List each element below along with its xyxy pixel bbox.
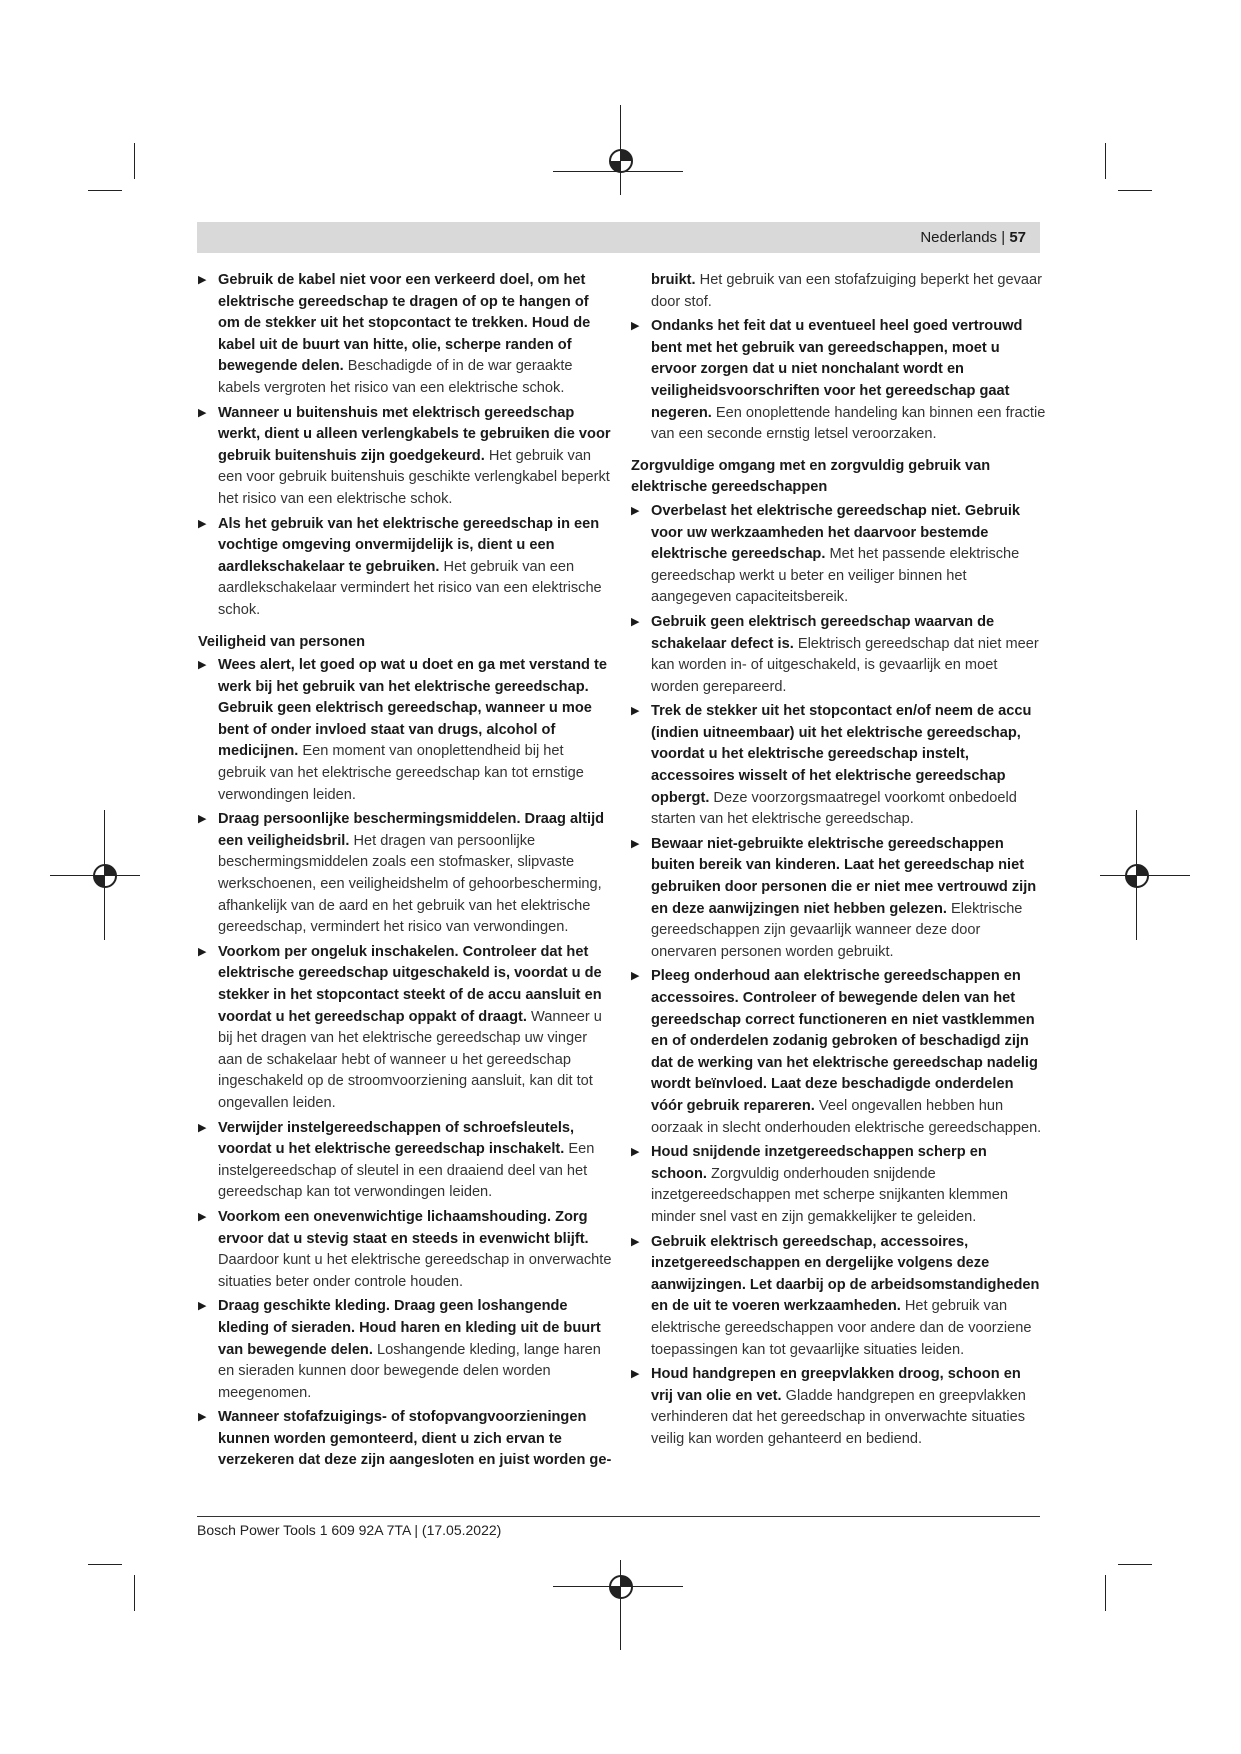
item-bold: Trek de stekker uit het stopcontact en/of neem de accu (indien uitneembaar) uit het elektrische gereedschap, voordat u het elektrische gereedschap instelt, accessoires wisselt of het elektrische gereedschap opbergt. [651, 703, 1032, 806]
crop-mark [1118, 1564, 1152, 1565]
bullet-icon: ▶ [631, 1146, 640, 1159]
item-text: Een onoplettende handeling kan binnen een fractie van een seconde ernstig letsel veroorzaken. [651, 404, 1046, 443]
bullet-icon: ▶ [631, 1368, 640, 1381]
list-item [198, 403, 613, 511]
bullet-icon: ▶ [631, 837, 640, 850]
item-text: Met het passende elektrische gereedschap werkt u beter en veiliger binnen het aangegeven capaciteitsbereik. [651, 546, 1020, 606]
list-item [198, 270, 613, 400]
item-text: Deze voorzorgsmaatregel voorkomt onbedoeld starten van het elektrische gereedschap. [651, 789, 1017, 828]
item-text: Het gebruik van een stofafzuiging beperkt het gevaar door stof. [651, 272, 1043, 310]
page-number: 57 [1009, 229, 1026, 246]
item-text: Daardoor kunt u het elektrische gereedschap in onverwachte situaties beter onder controle houden. [218, 1252, 612, 1290]
item-text: Gladde handgrepen en greepvlakken verhinderen dat het gereedschap in onverwachte situaties veilig kan worden gehanteerd en bediend. [651, 1387, 1026, 1447]
item-text: Beschadigde of in de war geraakte kabels vergroten het risico van een elektrische schok. [218, 358, 573, 396]
item-bold: Als het gebruik van het elektrische gereedschap in een vochtige omgeving onvermijdelijk is, dient u een aardlekschakelaar te gebruiken. [218, 515, 600, 575]
bullet-icon: ▶ [198, 813, 207, 826]
list-item [198, 1207, 613, 1293]
item-text: Het gebruik van een voor gebruik buitenshuis geschikte verlengkabel beperkt het risico van een elektrische schok. [218, 447, 610, 507]
bullet-icon: ▶ [198, 1210, 207, 1223]
list-item [198, 514, 613, 622]
list-item [631, 501, 1046, 609]
list-item [198, 942, 613, 1115]
item-text: Elektrisch gereedschap dat niet meer kan worden in- of uitgeschakeld, is gevaarlijk en moet worden gerepareerd. [651, 635, 1039, 695]
item-bold: Draag geschikte kleding. Draag geen loshangende kleding of sieraden. Houd haren en kleding uit de buurt van bewegende delen. [218, 1298, 601, 1358]
footer-rule [197, 1516, 1040, 1517]
item-text: Het dragen van persoonlijke beschermingsmiddelen zoals een stofmasker, slipvaste werkschoenen, een veiligheidshelm of gehoorbescherming, afhankelijk van de aard en het gebruik van het elektrische gereedschap, vermindert het risico van verwondingen. [218, 832, 602, 936]
item-bold: Voorkom een onevenwichtige lichaamshouding. Zorg ervoor dat u stevig staat en steeds in evenwicht blijft. [218, 1208, 589, 1247]
item-bold: Wanneer stofafzuigings- of stofopvangvoorzieningen kunnen worden gemonteerd, dient u zich ervan te verzekeren dat deze zijn aangesloten en juist worden ge- [218, 1409, 612, 1469]
bullet-icon: ▶ [631, 1235, 640, 1248]
list-item [631, 612, 1046, 698]
item-bold: Voorkom per ongeluk inschakelen. Controleer dat het elektrische gereedschap uitgeschakeld is, voordat u de stekker in het stopcontact steekt of de accu aansluit en voordat u het gereedschap oppakt of draagt. [218, 943, 602, 1025]
item-text: Loshangende kleding, lange haren en sieraden kunnen door bewegende delen worden meegenomen. [218, 1341, 601, 1401]
item-bold: Houd snijdende inzetgereedschappen scherp en schoon. [651, 1144, 987, 1182]
item-bold: Gebruik geen elektrisch gereedschap waarvan de schakelaar defect is. [651, 613, 995, 652]
item-text: Zorgvuldig onderhouden snijdende inzetgereedschappen met scherpe snijkanten klemmen minder snel vast en zijn gemakkelijker te geleiden. [651, 1165, 1008, 1225]
list-item [631, 1142, 1046, 1228]
item-bold: Overbelast het elektrische gereedschap niet. Gebruik voor uw werkzaamheden het daarvoor bestemde elektrische gereedschap. [651, 502, 1021, 563]
item-text: Wanneer u bij het dragen van het elektrische gereedschap uw vinger aan de schakelaar hebt of wanneer u het gereedschap ingeschakeld op de stroomvoorziening aansluit, kan dit tot ongevallen leiden. [218, 1008, 602, 1111]
item-text: Veel ongevallen hebben hun oorzaak in slecht onderhouden elektrische gereedschappen. [651, 1097, 1042, 1136]
list-item [631, 966, 1046, 1139]
left-column [198, 270, 613, 1475]
item-bold: Wanneer u buitenshuis met elektrisch gereedschap werkt, dient u alleen verlengkabels te gebruiken die voor gebruik buitenshuis zijn goedgekeurd. [218, 404, 611, 464]
bullet-icon: ▶ [198, 945, 207, 958]
item-bold: Pleeg onderhoud aan elektrische gereedschappen en accessoires. Controleer of bewegende delen van het gereedschap correct functioneren en niet vastklemmen en of onderdelen zodanig gebroken of beschadigd zijn dat de werking van het elektrische gereedschap nadelig wordt beïnvloed. Laat deze beschadigde onderdelen vóór gebruik repareren. [651, 968, 1038, 1114]
list-item [198, 1296, 613, 1404]
list-item [198, 809, 613, 939]
bullet-icon: ▶ [631, 970, 640, 983]
crop-mark [1118, 190, 1152, 191]
item-bold: Bewaar niet-gebruikte elektrische gereedschappen buiten bereik van kinderen. Laat het gereedschap niet gebruiken door personen die er niet mee vertrouwd zijn en deze aanwijzingen niet hebben gelezen. [651, 835, 1037, 917]
item-bold: Wees alert, let goed op wat u doet en ga met verstand te werk bij het gebruik van het elektrische gereedschap. Gebruik geen elektrisch gereedschap, wanneer u moe bent of onder invloed staat van drugs, alcohol of medicijnen. [218, 657, 607, 760]
registration-target-icon [1122, 861, 1152, 891]
crop-mark [134, 1575, 135, 1611]
list-item-continuation [631, 270, 1046, 313]
bullet-icon: ▶ [198, 517, 207, 530]
item-bold: bruikt. [651, 272, 696, 288]
list-item [198, 1407, 613, 1472]
item-bold: Houd handgrepen en greepvlakken droog, schoon en vrij van olie en vet. [651, 1366, 1021, 1404]
item-text: Een moment van onoplettendheid bij het gebruik van het elektrische gereedschap kan tot ernstige verwondingen leiden. [218, 743, 584, 803]
bullet-icon: ▶ [198, 1121, 207, 1134]
bullet-icon: ▶ [631, 615, 640, 628]
bullet-icon: ▶ [198, 274, 207, 286]
list-item [631, 701, 1046, 831]
header-language: Nederlands [920, 229, 998, 246]
item-text: Het gebruik van een aardlekschakelaar vermindert het risico van een elektrische schok. [218, 558, 602, 618]
bullet-icon: ▶ [631, 504, 640, 517]
list-item [198, 1118, 613, 1204]
crop-mark [88, 1564, 122, 1565]
item-text: Het gebruik van elektrische gereedschappen voor andere dan de voorziene toepassingen kan tot gevaarlijke situaties leiden. [651, 1298, 1032, 1358]
crop-mark [1105, 1575, 1106, 1611]
list-item [631, 1364, 1046, 1450]
section-heading: Zorgvuldige omgang met en zorgvuldig gebruik van elektrische gereedschappen [631, 457, 991, 496]
header-separator: | [1001, 229, 1006, 246]
item-text: Elektrische gereedschappen zijn gevaarlijk wanneer deze door onervaren personen worden gebruikt. [651, 900, 1023, 960]
section-heading: Veiligheid van personen [198, 633, 366, 650]
item-bold: Gebruik de kabel niet voor een verkeerd doel, om het elektrische gereedschap te dragen of op te hangen of om de stekker uit het stopcontact te trekken. Houd de kabel uit de buurt van hitte, olie, scherpe randen of bewegende delen. [218, 272, 591, 375]
bullet-icon: ▶ [198, 1411, 207, 1424]
list-item [631, 1232, 1046, 1362]
list-item [631, 316, 1046, 446]
bullet-icon: ▶ [198, 659, 207, 672]
list-item [631, 834, 1046, 964]
crop-mark [88, 190, 122, 191]
item-text: Een instelgereedschap of sleutel in een draaiend deel van het gereedschap kan tot verwondingen leiden. [218, 1141, 595, 1201]
page-footer: Bosch Power Tools 1 609 92A 7TA | (17.05.2022) [197, 1522, 502, 1538]
bullet-icon: ▶ [198, 1300, 207, 1313]
page-header [197, 222, 1040, 253]
crop-mark [134, 143, 135, 179]
bullet-icon: ▶ [631, 705, 640, 718]
bullet-icon: ▶ [631, 320, 640, 333]
right-column [631, 270, 1046, 1453]
item-bold: Draag persoonlijke beschermingsmiddelen. Draag altijd een veiligheidsbril. [218, 811, 605, 849]
item-bold: Ondanks het feit dat u eventueel heel goed vertrouwd bent met het gebruik van gereedschappen, moet u ervoor zorgen dat u niet nonchalant wordt en veiligheidsvoorschriften voor het gereedschap gaat negeren. [651, 318, 1023, 421]
item-bold: Verwijder instelgereedschappen of schroefsleutels, voordat u het elektrische gereedschap inschakelt. [218, 1119, 575, 1158]
list-item [198, 655, 613, 806]
item-bold: Gebruik elektrisch gereedschap, accessoires, inzetgereedschappen en dergelijke volgens deze aanwijzingen. Let daarbij op de arbeidsomstandigheden en de uit te voeren werkzaamheden. [651, 1233, 1040, 1315]
registration-target-icon [606, 1572, 636, 1602]
registration-target-icon [90, 861, 120, 891]
registration-target-icon [606, 146, 636, 176]
bullet-icon: ▶ [198, 406, 207, 419]
crop-mark [1105, 143, 1106, 179]
